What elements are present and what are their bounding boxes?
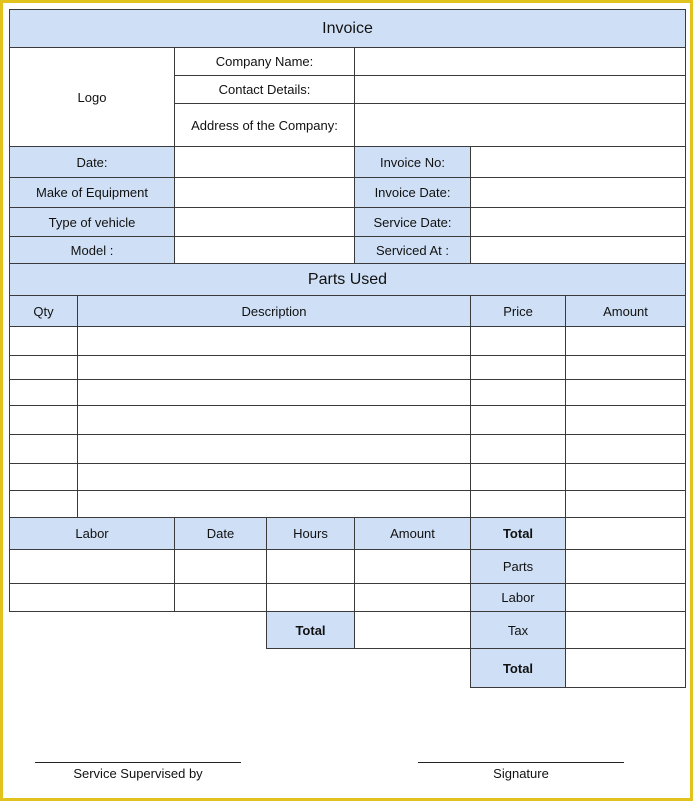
parts-cell-price[interactable] <box>470 490 566 518</box>
labor-col-labor: Labor <box>9 517 175 550</box>
supervisor-signature-label: Service Supervised by <box>73 766 203 781</box>
parts-cell-qty[interactable] <box>9 490 78 518</box>
vehicle-type-field[interactable] <box>174 207 355 237</box>
parts-cell-price[interactable] <box>470 326 566 356</box>
labor-total-value[interactable] <box>354 611 471 649</box>
company-name-label: Company Name: <box>174 47 355 76</box>
signature-label: Signature <box>493 766 549 781</box>
labor-row-2-hours[interactable] <box>266 583 355 612</box>
parts-cell-qty[interactable] <box>9 463 78 491</box>
parts-cell-price[interactable] <box>470 379 566 406</box>
address-label: Address of the Company: <box>174 103 355 147</box>
parts-cell-price[interactable] <box>470 405 566 435</box>
parts-cell-price[interactable] <box>470 434 566 464</box>
service-date-field[interactable] <box>470 207 686 237</box>
labor-row-2-amount[interactable] <box>354 583 471 612</box>
labor-row-1-amount[interactable] <box>354 549 471 584</box>
signature-line[interactable] <box>418 762 624 763</box>
service-date-label: Service Date: <box>354 207 471 237</box>
parts-cell-amount[interactable] <box>565 434 686 464</box>
summary-tax-label: Tax <box>470 611 566 649</box>
parts-cell-qty[interactable] <box>9 355 78 380</box>
parts-cell-amount[interactable] <box>565 379 686 406</box>
parts-cell-description[interactable] <box>77 434 471 464</box>
invoice-date-label: Invoice Date: <box>354 177 471 208</box>
contact-details-label: Contact Details: <box>174 75 355 104</box>
make-of-equipment-field[interactable] <box>174 177 355 208</box>
vehicle-type-label: Type of vehicle <box>9 207 175 237</box>
parts-cell-price[interactable] <box>470 355 566 380</box>
labor-row-1-hours[interactable] <box>266 549 355 584</box>
invoice-date-field[interactable] <box>470 177 686 208</box>
parts-cell-qty[interactable] <box>9 434 78 464</box>
summary-header-blank <box>565 517 686 550</box>
parts-col-amount: Amount <box>565 295 686 327</box>
parts-cell-qty[interactable] <box>9 379 78 406</box>
labor-row-1-labor[interactable] <box>9 549 175 584</box>
labor-row-1-date[interactable] <box>174 549 267 584</box>
parts-col-qty: Qty <box>9 295 78 327</box>
labor-row-2-labor[interactable] <box>9 583 175 612</box>
supervisor-signature-line[interactable] <box>35 762 241 763</box>
serviced-at-label: Serviced At : <box>354 236 471 264</box>
parts-cell-amount[interactable] <box>565 463 686 491</box>
parts-col-description: Description <box>77 295 471 327</box>
summary-parts-label: Parts <box>470 549 566 584</box>
summary-labor-label: Labor <box>470 583 566 612</box>
parts-cell-description[interactable] <box>77 405 471 435</box>
serviced-at-field[interactable] <box>470 236 686 264</box>
labor-row-2-date[interactable] <box>174 583 267 612</box>
model-label: Model : <box>9 236 175 264</box>
summary-grand-total-label: Total <box>470 648 566 688</box>
company-name-field[interactable] <box>354 47 686 76</box>
invoice-no-label: Invoice No: <box>354 146 471 178</box>
summary-header-total: Total <box>470 517 566 550</box>
parts-cell-qty[interactable] <box>9 405 78 435</box>
summary-tax-value[interactable] <box>565 611 686 649</box>
labor-col-hours: Hours <box>266 517 355 550</box>
date-field[interactable] <box>174 146 355 178</box>
parts-cell-amount[interactable] <box>565 405 686 435</box>
invoice-no-field[interactable] <box>470 146 686 178</box>
summary-parts-value[interactable] <box>565 549 686 584</box>
contact-details-field[interactable] <box>354 75 686 104</box>
parts-cell-amount[interactable] <box>565 490 686 518</box>
address-field[interactable] <box>354 103 686 147</box>
model-field[interactable] <box>174 236 355 264</box>
parts-cell-description[interactable] <box>77 490 471 518</box>
labor-total-label: Total <box>266 611 355 649</box>
parts-cell-description[interactable] <box>77 326 471 356</box>
make-of-equipment-label: Make of Equipment <box>9 177 175 208</box>
labor-col-date: Date <box>174 517 267 550</box>
parts-cell-qty[interactable] <box>9 326 78 356</box>
logo-placeholder: Logo <box>9 47 175 147</box>
parts-used-title: Parts Used <box>9 263 686 296</box>
labor-col-amount: Amount <box>354 517 471 550</box>
parts-cell-description[interactable] <box>77 463 471 491</box>
parts-cell-description[interactable] <box>77 355 471 380</box>
date-label: Date: <box>9 146 175 178</box>
summary-grand-total-value[interactable] <box>565 648 686 688</box>
invoice-title: Invoice <box>9 9 686 48</box>
summary-labor-value[interactable] <box>565 583 686 612</box>
parts-cell-price[interactable] <box>470 463 566 491</box>
parts-cell-description[interactable] <box>77 379 471 406</box>
parts-cell-amount[interactable] <box>565 326 686 356</box>
parts-cell-amount[interactable] <box>565 355 686 380</box>
parts-col-price: Price <box>470 295 566 327</box>
